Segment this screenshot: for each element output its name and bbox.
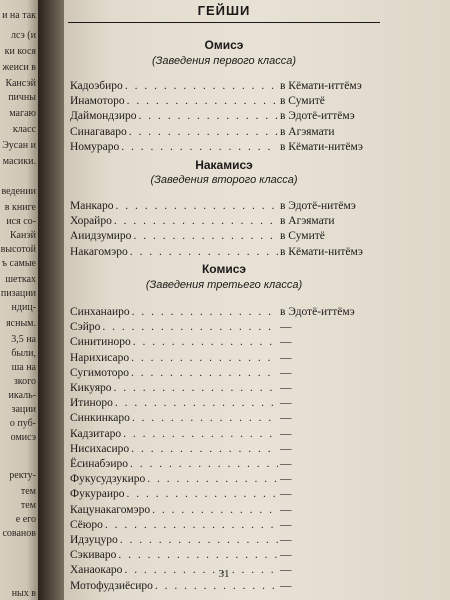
- entry-name: Накагомэро: [70, 245, 128, 258]
- entry-location: —: [280, 382, 292, 394]
- entry-name: Нарихисаро: [70, 351, 130, 364]
- facing-page-line: е его: [15, 514, 36, 525]
- entry-row: [70, 382, 380, 398]
- dot-leader: [131, 443, 278, 455]
- dot-leader: [132, 306, 278, 318]
- dot-leader: [114, 382, 278, 394]
- entry-row: [70, 306, 380, 322]
- entry-row: [70, 428, 380, 444]
- entry-location: —: [280, 336, 292, 349]
- dot-leader: [127, 488, 278, 500]
- facing-page-line: зкого: [13, 376, 36, 387]
- facing-page-line: ведении: [1, 186, 36, 197]
- facing-page-line: были,: [11, 348, 36, 359]
- dot-leader: [125, 80, 278, 92]
- dot-leader: [129, 126, 278, 138]
- facing-page-line: икаль-: [8, 390, 36, 401]
- facing-page-line: ндиц-: [11, 302, 36, 313]
- entry-location: —: [280, 351, 292, 364]
- entry-name: Синкинкаро: [70, 412, 130, 425]
- entry-name: Кадзитаро: [70, 427, 122, 440]
- section-title: Комисэ: [201, 262, 247, 276]
- entry-location: —: [280, 366, 292, 379]
- entry-name: Синитиноро: [70, 336, 131, 349]
- entry-location: —: [280, 579, 292, 592]
- entry-location: в Агэямати: [280, 125, 335, 138]
- entry-location: —: [280, 488, 292, 501]
- dot-leader: [121, 141, 278, 153]
- entry-name: Номураро: [70, 140, 120, 153]
- entry-row: [70, 549, 380, 565]
- entry-row: [70, 246, 380, 262]
- entry-row: [70, 443, 380, 459]
- facing-page-line: лсэ (и: [10, 30, 36, 41]
- entry-location: в Кёмати-иттёмэ: [280, 80, 362, 92]
- header-title: ГЕЙШИ: [197, 3, 251, 18]
- facing-page-line: ных в: [11, 588, 36, 599]
- dot-leader: [131, 352, 278, 364]
- dot-leader: [118, 549, 278, 561]
- facing-page-line: высотой: [0, 244, 36, 255]
- entry-location: —: [280, 534, 292, 546]
- facing-page-line: ки кося: [4, 46, 36, 57]
- dot-leader: [130, 246, 278, 258]
- facing-page-line: ша на: [11, 362, 36, 373]
- entry-name: Кацунакагомэро: [70, 503, 151, 516]
- facing-page-line: масики.: [2, 156, 36, 167]
- entry-row: [70, 564, 380, 580]
- entry-name: Синханаиро: [70, 306, 130, 318]
- dot-leader: [114, 215, 278, 227]
- entry-location: —: [280, 549, 292, 562]
- entry-row: [70, 95, 380, 111]
- dot-leader: [115, 397, 278, 409]
- entry-name: Идзуцуро: [70, 534, 118, 546]
- facing-page-line: пичны: [8, 92, 36, 103]
- dot-leader: [123, 428, 278, 440]
- entry-location: в Кёмати-нитёмэ: [280, 245, 363, 258]
- entry-row: [70, 321, 380, 337]
- entry-location: в Кёмати-нитёмэ: [280, 140, 363, 153]
- entry-location: —: [280, 427, 292, 440]
- entry-name: Сугимоторо: [70, 366, 130, 379]
- dot-leader: [133, 230, 278, 242]
- dot-leader: [127, 95, 278, 107]
- entry-location: в Эдотё-иттёмэ: [280, 306, 355, 318]
- entry-row: [70, 215, 380, 231]
- entry-name: Фукураиро: [70, 488, 125, 501]
- dot-leader: [102, 321, 278, 333]
- entry-row: [70, 336, 380, 352]
- facing-page-line: 3,5 на: [11, 334, 36, 345]
- entry-name: Мотофудзиёсиро: [70, 579, 153, 592]
- entry-row: [70, 126, 380, 142]
- entry-name: Даймондзиро: [70, 110, 137, 123]
- facing-page-line: магаю: [9, 108, 36, 119]
- entry-name: Сёюро: [70, 518, 103, 531]
- entry-row: [70, 397, 380, 413]
- facing-page-line: Кансэй: [5, 78, 36, 89]
- facing-page-line: тем: [20, 500, 36, 511]
- dot-leader: [120, 534, 278, 546]
- entry-location: —: [280, 397, 292, 410]
- dot-leader: [116, 200, 278, 212]
- dot-leader: [133, 336, 278, 348]
- section-subtitle: (Заведения третьего класса): [145, 279, 303, 291]
- entry-row: [70, 488, 380, 504]
- dot-leader: [131, 367, 278, 379]
- entry-name: Хорайро: [70, 215, 112, 228]
- entry-row: [70, 519, 380, 535]
- entry-row: [70, 367, 380, 383]
- facing-page-line: Канэй: [10, 230, 36, 241]
- entry-location: в Эдотё-нитёмэ: [280, 200, 356, 212]
- entry-name: Кикуяро: [70, 382, 112, 394]
- section-subtitle: (Заведения второго класса): [150, 174, 298, 186]
- entry-location: —: [280, 412, 292, 425]
- facing-page-line: шетках: [5, 274, 36, 285]
- entry-row: [70, 200, 380, 216]
- book-page: [64, 0, 450, 600]
- entry-location: в Сумитё: [280, 230, 325, 243]
- entry-name: Фукусудзукиро: [70, 473, 146, 486]
- dot-leader: [138, 110, 278, 122]
- dot-leader: [105, 519, 278, 531]
- entry-name: Манкаро: [70, 200, 114, 212]
- entry-location: —: [280, 473, 292, 486]
- entry-row: [70, 534, 380, 550]
- facing-page-line: класс: [12, 124, 36, 135]
- entry-row: [70, 473, 380, 489]
- facing-page-line: сованов: [2, 528, 36, 539]
- entry-row: [70, 412, 380, 428]
- entry-row: [70, 504, 380, 520]
- facing-page-line: ъ самые: [1, 258, 36, 269]
- running-header: [68, 2, 380, 23]
- facing-page-line: ися со-: [6, 216, 36, 227]
- dot-leader: [132, 412, 278, 424]
- entry-location: —: [280, 442, 292, 455]
- entry-row: [70, 230, 380, 246]
- dot-leader: [147, 473, 278, 485]
- dot-leader: [130, 458, 278, 470]
- entry-location: в Эдотё-иттёмэ: [280, 110, 355, 123]
- facing-page-line: и на так: [2, 10, 36, 21]
- dot-leader: [124, 564, 278, 576]
- facing-page-line: ясным.: [6, 318, 36, 329]
- entry-name: Нисихасиро: [70, 442, 130, 455]
- entry-row: [70, 110, 380, 126]
- entry-location: —: [280, 564, 292, 577]
- facing-page-line: тем: [20, 486, 36, 497]
- entry-name: Сэкиваро: [70, 549, 117, 562]
- entry-name: Сэйро: [70, 321, 101, 334]
- facing-page-line: Эусан и: [2, 140, 36, 151]
- entry-name: Аиидзумиро: [70, 230, 132, 243]
- section-title: Омисэ: [204, 38, 244, 52]
- entry-name: Инамоторо: [70, 95, 125, 108]
- facing-page-line: омисэ: [10, 432, 36, 443]
- entry-location: в Агэямати: [280, 215, 335, 228]
- facing-page: [0, 0, 38, 600]
- entry-row: [70, 580, 380, 596]
- entry-name: Итиноро: [70, 397, 113, 410]
- entry-name: Ханаокаро: [70, 564, 123, 577]
- page-number: 31: [218, 568, 230, 580]
- entry-row: [70, 141, 380, 157]
- entry-location: —: [280, 518, 292, 531]
- dot-leader: [152, 504, 278, 516]
- section-title: Накамисэ: [195, 158, 253, 172]
- entry-location: —: [280, 503, 292, 516]
- entry-location: в Сумитё: [280, 95, 325, 108]
- facing-page-line: о пуб-: [9, 418, 36, 429]
- facing-page-line: пизации: [0, 288, 36, 299]
- entry-location: —: [280, 458, 292, 470]
- entry-name: Ёсинабэиро: [70, 458, 128, 470]
- section-subtitle: (Заведения первого класса): [151, 55, 296, 67]
- book-gutter: [38, 0, 64, 600]
- facing-page-line: жеиси в: [2, 62, 36, 73]
- entry-row: [70, 352, 380, 368]
- entry-location: —: [280, 321, 292, 334]
- entry-row: [70, 80, 380, 96]
- entry-name: Синагаваро: [70, 125, 127, 138]
- facing-page-line: ректу-: [9, 470, 36, 481]
- entry-name: Кадоэбиро: [70, 80, 123, 92]
- facing-page-line: зации: [11, 404, 36, 415]
- dot-leader: [155, 580, 278, 592]
- facing-page-line: в книге: [4, 202, 36, 213]
- entry-row: [70, 458, 380, 474]
